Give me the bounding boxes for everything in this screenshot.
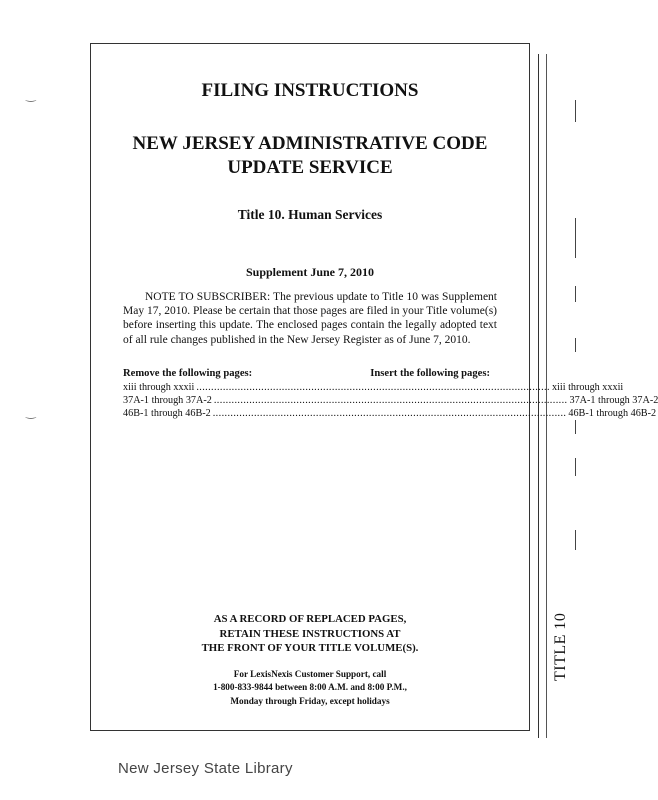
subscriber-note bbox=[123, 290, 497, 347]
scan-mark: ‿ bbox=[26, 405, 36, 419]
remove-header: Remove the following pages: bbox=[123, 368, 253, 379]
title-tab-label: TITLE 10 bbox=[552, 612, 569, 682]
scan-mark bbox=[575, 338, 576, 352]
remove-pages: 37A-1 through 37A-2 bbox=[123, 395, 212, 406]
scan-mark bbox=[575, 458, 576, 476]
leader-dots: ........................................................................................................................ bbox=[212, 408, 567, 419]
code-title-line2: UPDATE SERVICE bbox=[227, 157, 393, 178]
leader-dots: ........................................................................................................................ bbox=[213, 395, 568, 406]
remove-pages: 46B-1 through 46B-2 bbox=[123, 408, 211, 419]
insert-header: Insert the following pages: bbox=[370, 368, 490, 379]
insert-pages: xiii through xxxii bbox=[551, 382, 624, 393]
table-row bbox=[123, 407, 657, 420]
table-row bbox=[123, 394, 658, 407]
leader-dots: ........................................................................................................................ bbox=[196, 382, 550, 393]
supplement-date: Supplement June 7, 2010 bbox=[245, 265, 375, 279]
scan-mark bbox=[575, 100, 576, 122]
remove-pages: xiii through xxxii bbox=[123, 382, 195, 393]
code-title-line1: NEW JERSEY ADMINISTRATIVE CODE bbox=[132, 133, 488, 154]
code-title bbox=[90, 132, 530, 180]
scan-mark bbox=[575, 218, 576, 258]
record-line1: AS A RECORD OF REPLACED PAGES, bbox=[213, 613, 407, 625]
support-line2: 1-800-833-9844 between 8:00 A.M. and 8:00 P.M., bbox=[213, 682, 407, 693]
subscriber-note-text: NOTE TO SUBSCRIBER: The previous update to Title 10 was Supplement May 17, 2010. Please be certain that those pages are filed in your Title volume(s) before inserting this update. The enclosed pages contain the legally adopted text of all rule changes published in the New Jersey Register as of June 7, 2010. bbox=[123, 291, 497, 346]
insert-pages: 46B-1 through 46B-2 bbox=[568, 408, 657, 419]
scan-mark: ‿ bbox=[26, 88, 36, 102]
scan-mark bbox=[575, 530, 576, 550]
support-line3: Monday through Friday, except holidays bbox=[230, 695, 390, 706]
scan-mark bbox=[575, 286, 576, 302]
scan-mark bbox=[575, 420, 576, 434]
table-row bbox=[123, 381, 624, 394]
insert-pages: 37A-1 through 37A-2 bbox=[569, 395, 658, 406]
support-line1: For LexisNexis Customer Support, call bbox=[233, 669, 387, 679]
customer-support-info bbox=[90, 668, 530, 708]
title-subtitle: Title 10. Human Services bbox=[237, 207, 383, 222]
record-line3: THE FRONT OF YOUR TITLE VOLUME(S). bbox=[201, 642, 419, 654]
page-title: FILING INSTRUCTIONS bbox=[201, 80, 419, 101]
table-header bbox=[123, 368, 490, 381]
record-notice bbox=[90, 612, 530, 656]
page-replacement-table bbox=[123, 368, 658, 420]
record-line2: RETAIN THESE INSTRUCTIONS AT bbox=[219, 627, 401, 640]
library-watermark: New Jersey State Library bbox=[118, 760, 293, 777]
